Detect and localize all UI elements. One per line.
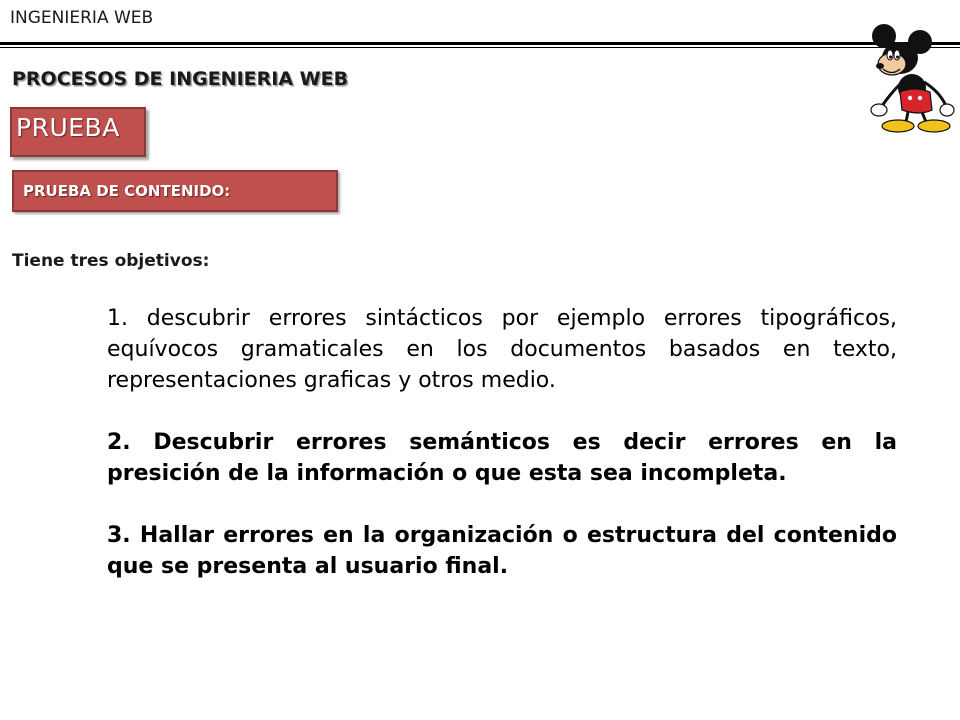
phase-badge-label: PRUEBA bbox=[16, 113, 120, 142]
objective-item: 1. descubrir errores sintácticos por ejemplo errores tipográficos, equívocos gramaticales en los documentos basados en texto, representaciones graficas y otros medio. bbox=[107, 306, 897, 393]
phase-badge bbox=[10, 107, 146, 157]
subsection-badge bbox=[12, 170, 338, 212]
header-divider-thin bbox=[0, 47, 960, 48]
intro-text: Tiene tres objetivos: bbox=[12, 251, 210, 271]
objective-item: 3. Hallar errores en la organización o estructura del contenido que se presenta al usuario final. bbox=[107, 523, 897, 579]
section-title: PROCESOS DE INGENIERIA WEB bbox=[12, 68, 349, 90]
objectives-list bbox=[107, 303, 897, 613]
objective-item: 2. Descubrir errores semánticos es decir errores en la presición de la información o que esta sea incompleta. bbox=[107, 430, 897, 486]
subsection-badge-label: PRUEBA DE CONTENIDO: bbox=[23, 182, 231, 200]
header-course-title: INGENIERIA WEB bbox=[10, 8, 154, 28]
header-divider-thick bbox=[0, 42, 960, 45]
mascot-mouse-icon bbox=[850, 22, 956, 134]
